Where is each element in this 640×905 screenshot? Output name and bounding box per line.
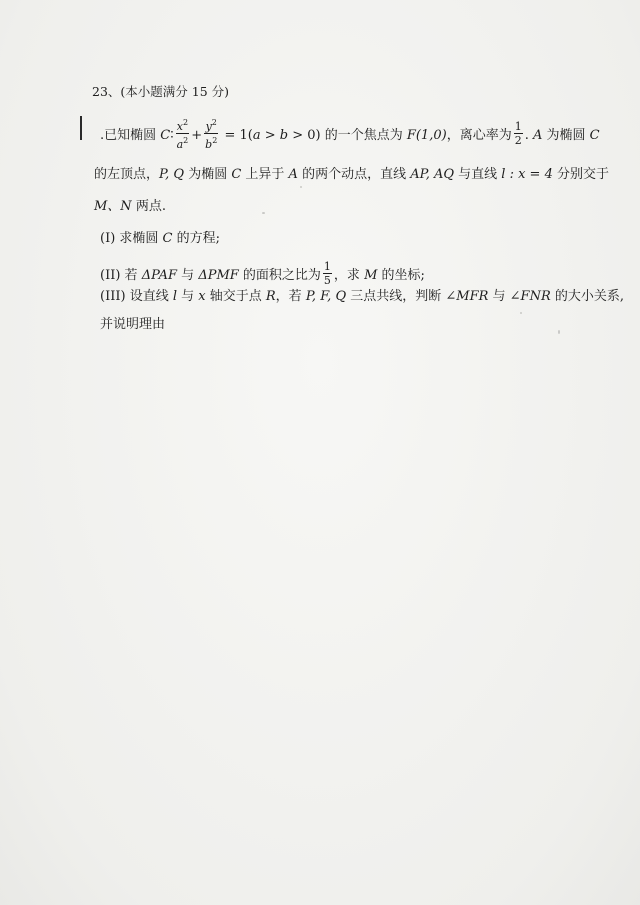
problem-statement-line-1: .已知椭圆 C∶ $\frac{x^2}{a^2}$ + $\frac{y^2}{b^2}$ = 1(a > b > 0) 的一个焦点为 F(1,0)，离心率为 $\frac{1}{2}$ . A 为椭圆 C [100, 118, 600, 151]
area-ratio-fraction: $\frac{1}{5}$ [323, 260, 331, 287]
line-l-equation: l : x = 4 [501, 167, 553, 182]
part-3-label: (III) [100, 289, 126, 304]
margin-mark [80, 116, 82, 140]
part-2: (II) 若 ΔPAF 与 ΔPMF 的面积之比为 $\frac{1}{5}$ ，求 M 的坐标; [100, 260, 425, 287]
text: .已知椭圆 [100, 128, 161, 143]
fraction-y-over-b: $\frac{y^2}{b^2}$ [205, 118, 218, 151]
ellipse-name: C [160, 128, 171, 143]
scan-speck [520, 312, 522, 314]
plus-sign: + [191, 128, 203, 143]
problem-statement-line-3: M、N 两点. [94, 199, 166, 214]
fraction-x-over-a: $\frac{x^2}{a^2}$ [176, 118, 189, 151]
focus-point: F(1,0) [406, 128, 447, 143]
part-1: (I) 求椭圆 C 的方程; [100, 231, 221, 246]
part-1-label: (I) [100, 231, 116, 246]
equation-rhs: = 1( [220, 128, 253, 143]
scan-speck [558, 330, 560, 334]
eccentricity-fraction: $\frac{1}{2}$ [514, 120, 522, 147]
part-2-label: (II) [100, 268, 121, 283]
colon: ∶ [170, 128, 174, 143]
scan-speck [262, 212, 265, 214]
part-3-continuation: 并说明理由 [100, 317, 166, 332]
scan-speck [300, 186, 302, 188]
part-3: (III) 设直线 l 与 x 轴交于点 R，若 P, F, Q 三点共线，判断 ∠MFR 与 ∠FNR 的大小关系, [100, 289, 624, 304]
problem-statement-line-2: 的左顶点，P, Q 为椭圆 C 上异于 A 的两个动点，直线 AP, AQ 与直线 l : x = 4 分别交于 [94, 167, 609, 182]
question-header: 23、(本小题满分 15 分) [92, 84, 230, 99]
